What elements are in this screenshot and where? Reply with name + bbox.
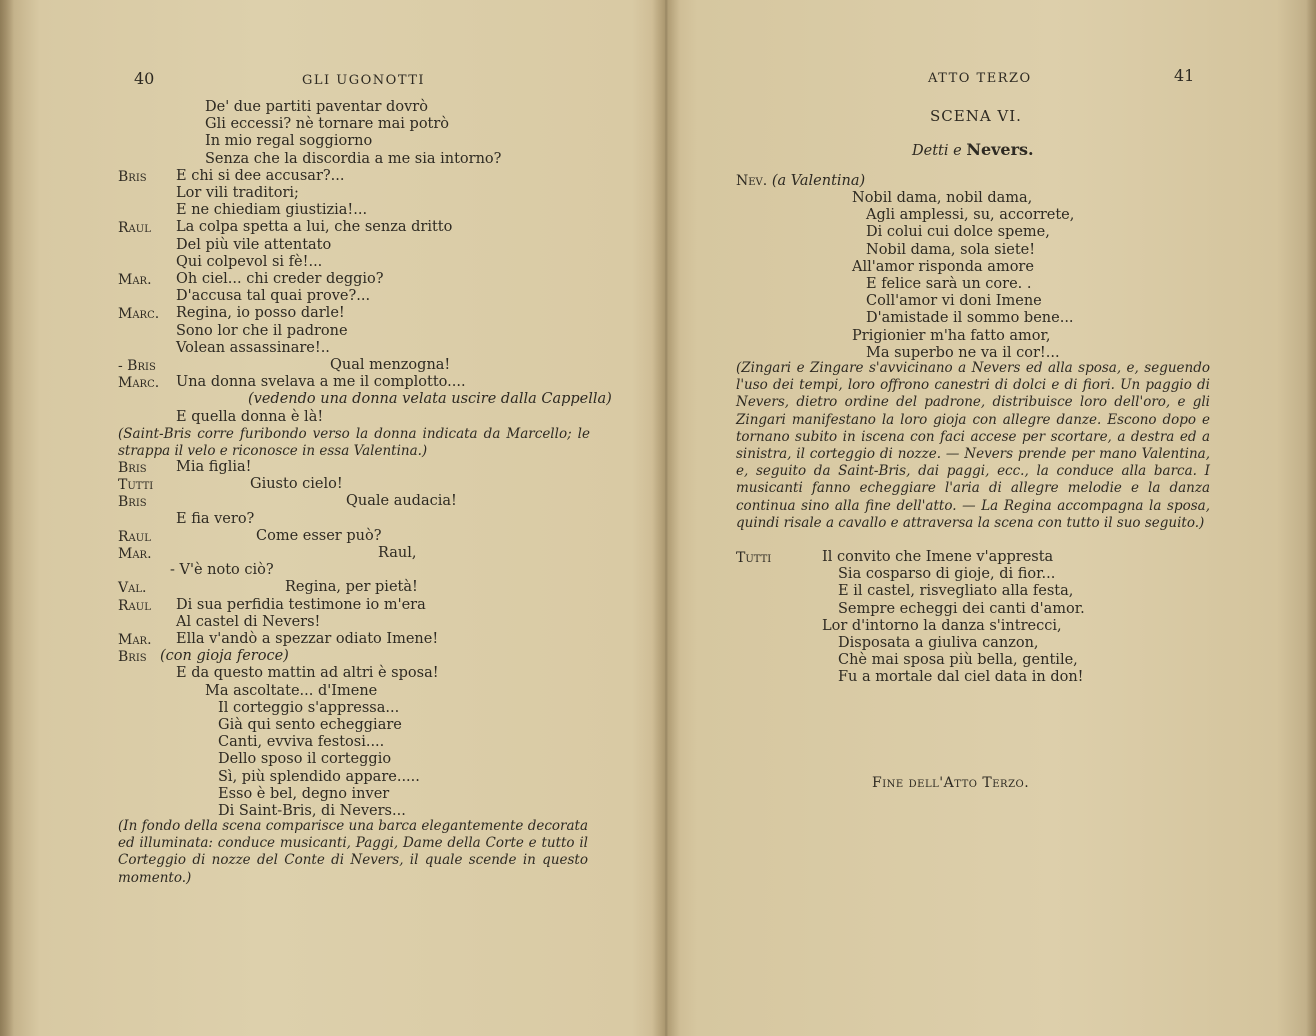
speaker-name: Mar. xyxy=(118,272,152,288)
speaker-name: Nev. xyxy=(736,173,768,189)
speaker-name: Bris xyxy=(118,460,147,476)
speaker-name: Bris xyxy=(118,168,147,185)
verse-line: Gli eccessi? nè tornare mai potrò xyxy=(205,116,450,133)
scene-subtitle-bold: Nevers. xyxy=(966,140,1034,159)
verse-line: Fu a mortale dal ciel data in don! xyxy=(838,669,1084,686)
speaker-name: Val. xyxy=(118,580,147,597)
stage-direction: (Zingari e Zingare s'avvicinano a Nevers ed alla sposa, e, seguendo l'uso dei tempi, loro offrono canestri di dolci e di fiori. Un paggio di Nevers, dietro ordine del padrone, distribuisce loro dell'oro, e gli Zingari manifestano la loro gioja con allegre danze. Escono dopo e tornano subito in iscena con faci accese per scortare, a destra ed a sinistra, il corteggio di nozze. — Nevers prende per mano Valentina, e, seguito da Saint-Bris, dai paggi, ecc., la conduce alla barca. I musicanti fanno echeggiare l'aria di allegre melodie e la danza continua sino alla fine dell'atto. — La Regina accompagna la sposa, quindi risale a cavallo e attraversa la scena con tutto il suo seguito.) xyxy=(736,360,1210,531)
verse-line: - V'è noto ciò? xyxy=(170,562,274,579)
stage-note: (a Valentina) xyxy=(771,173,866,189)
verse-line: E quella donna è là! xyxy=(176,408,324,425)
verse-line: Dello sposo il corteggio xyxy=(218,751,392,768)
verse-line: Mia figlia! xyxy=(176,459,252,475)
running-head: GLI UGONOTTI xyxy=(302,73,426,88)
verse-line: Lor d'intorno la danza s'intrecci, xyxy=(822,617,1062,634)
verse-line: Raul, xyxy=(378,545,417,561)
speaker-name: Raul xyxy=(118,220,151,237)
verse-line: Qui colpevol si fè!... xyxy=(176,253,323,270)
speaker-name: Raul xyxy=(118,528,151,545)
verse-line: Nobil dama, sola siete! xyxy=(866,241,1036,258)
right-page xyxy=(664,0,1316,1036)
verse-line: Il corteggio s'appressa... xyxy=(218,699,400,716)
verse-line: Ma superbo ne va il cor!... xyxy=(866,344,1060,361)
verse-line: Lor vili traditori; xyxy=(176,185,299,201)
verse-line: Esso è bel, degno inver xyxy=(218,785,390,802)
verse-line: In mio regal soggiorno xyxy=(205,133,373,150)
stage-direction: (Saint-Bris corre furibondo verso la donna indicata da Marcello; le strappa il velo e riconosce in essa Valentina.) xyxy=(118,426,590,460)
stage-direction: (In fondo della scena comparisce una barca elegantemente decorata ed illuminata: conduce musicanti, Paggi, Dame della Corte e tutto il Corteggio di nozze del Conte di Nevers, il quale scende in questo momento.) xyxy=(118,818,588,886)
verse-line: Ella v'andò a spezzar odiato Imene! xyxy=(176,631,439,647)
verse-line: Una donna svelava a me il complotto.... xyxy=(176,374,466,391)
verse-line: Sono lor che il padrone xyxy=(176,322,348,339)
verse-line: Come esser può? xyxy=(256,527,382,544)
speaker-name: - Bris xyxy=(118,358,156,374)
verse-line: Di Saint-Bris, di Nevers... xyxy=(218,803,406,819)
end-of-act: Fine dell'Atto Terzo. xyxy=(872,775,1030,791)
speaker-line xyxy=(736,173,865,190)
verse-line: E il castel, risvegliato alla festa, xyxy=(838,583,1074,600)
verse-line: E ne chiediam giustizia!... xyxy=(176,202,368,219)
verse-line: E felice sarà un core. . xyxy=(866,276,1032,292)
verse-line: Quale audacia! xyxy=(346,493,457,510)
verse-line: E da questo mattin ad altri è sposa! xyxy=(176,665,439,682)
verse-line: Al castel di Nevers! xyxy=(176,613,321,630)
verse-line: Del più vile attentato xyxy=(176,236,332,253)
verse-line: E fia vero? xyxy=(176,510,255,527)
verse-line: Nobil dama, nobil dama, xyxy=(852,190,1033,206)
scene-title: SCENA VI. xyxy=(930,107,1022,125)
verse-line: Regina, per pietà! xyxy=(285,579,418,596)
verse-line: Il convito che Imene v'appresta xyxy=(822,549,1054,565)
speaker-name: Tutti xyxy=(736,550,772,566)
verse-line: Oh ciel... chi creder deggio? xyxy=(176,271,384,287)
stage-note: (con gioja feroce) xyxy=(160,648,289,665)
verse-line: Canti, evviva festosi.... xyxy=(218,734,385,751)
verse-line: Di sua perfidia testimone io m'era xyxy=(176,596,426,613)
scene-subtitle-italic: Detti e xyxy=(912,143,962,159)
verse-line: D'accusa tal quai prove?... xyxy=(176,288,371,305)
speaker-name: Marc. xyxy=(118,306,160,323)
verse-line: Sì, più splendido appare..... xyxy=(218,768,420,785)
verse-line: D'amistade il sommo bene... xyxy=(866,310,1074,327)
verse-line: All'amor risponda amore xyxy=(852,258,1034,275)
verse-line: La colpa spetta a lui, che senza dritto xyxy=(176,219,453,236)
running-head: ATTO TERZO xyxy=(928,71,1032,86)
speaker-name: Marc. xyxy=(118,375,160,392)
verse-line: Di colui cui dolce speme, xyxy=(866,224,1050,241)
speaker-name: Tutti xyxy=(118,477,154,494)
verse-line: Qual menzogna! xyxy=(330,357,451,373)
stage-note: (vedendo una donna velata uscire dalla Cappella) xyxy=(248,391,612,408)
page-number: 40 xyxy=(134,69,155,88)
page-number: 41 xyxy=(1174,66,1195,85)
verse-line: Senza che la discordia a me sia intorno? xyxy=(205,150,502,167)
speaker-name: Bris xyxy=(118,649,147,666)
verse-line: Giusto cielo! xyxy=(250,476,343,493)
verse-line: Sia cosparso di gioje, di fior... xyxy=(838,566,1056,583)
verse-line: De' due partiti paventar dovrò xyxy=(205,99,428,115)
verse-line: Volean assassinare!.. xyxy=(176,339,330,356)
verse-line: E chi si dee accusar?... xyxy=(176,167,345,184)
verse-line: Prigionier m'ha fatto amor, xyxy=(852,327,1051,344)
speaker-name: Raul xyxy=(118,597,151,614)
verse-line: Coll'amor vi doni Imene xyxy=(866,293,1042,310)
verse-line: Chè mai sposa più bella, gentile, xyxy=(838,652,1078,669)
verse-line: Sempre echeggi dei canti d'amor. xyxy=(838,600,1085,617)
scene-subtitle xyxy=(912,141,1034,160)
verse-line: Agli amplessi, su, accorrete, xyxy=(866,207,1075,224)
speaker-name: Mar. xyxy=(118,546,152,562)
speaker-name: Mar. xyxy=(118,632,152,648)
speaker-name: Bris xyxy=(118,494,147,511)
verse-line: Ma ascoltate... d'Imene xyxy=(205,682,378,699)
verse-line: Disposata a giuliva canzon, xyxy=(838,635,1039,651)
verse-line: Regina, io posso darle! xyxy=(176,305,345,322)
verse-line: Già qui sento echeggiare xyxy=(218,717,402,733)
